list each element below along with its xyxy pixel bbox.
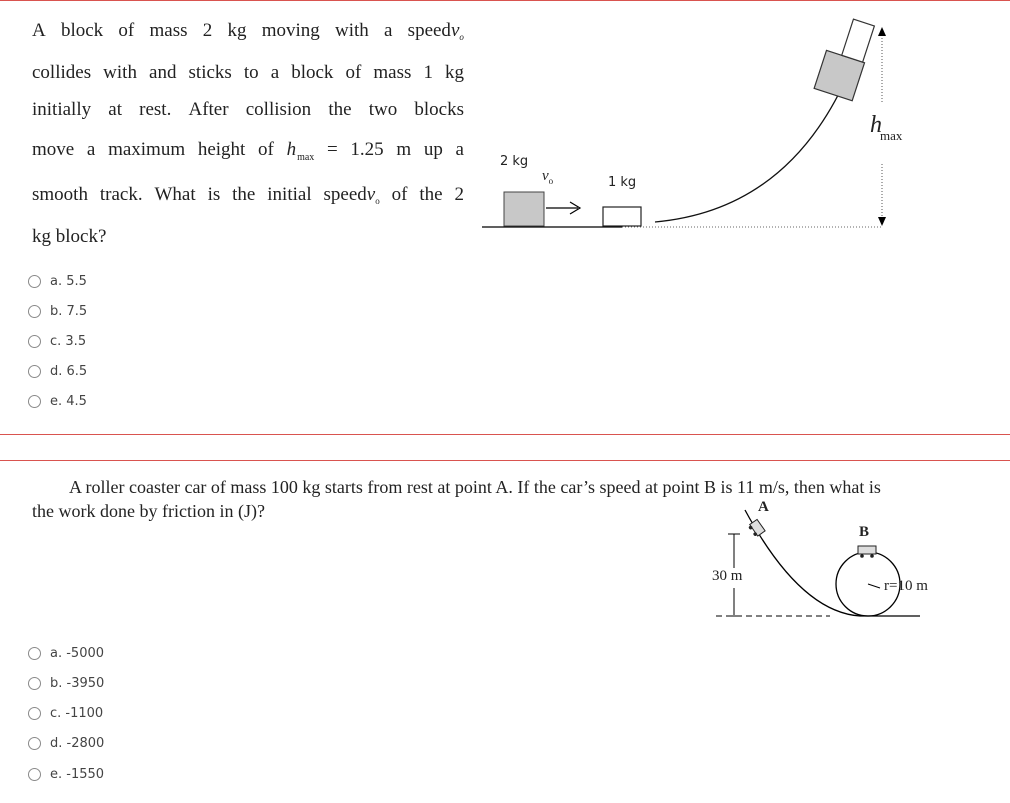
q2-label-a: A <box>758 499 769 515</box>
q1-word: kg <box>227 20 247 41</box>
q1-word: the <box>328 99 352 120</box>
q1-hmax-symbol: $h_{max}$ <box>286 139 315 163</box>
q2-car-b <box>858 546 876 558</box>
q1-option-a[interactable] <box>28 274 87 289</box>
q1-word: collides <box>32 62 92 83</box>
q1-word: kg <box>445 62 464 83</box>
q1-block-top-1kg <box>842 19 875 62</box>
q2-option-b[interactable] <box>28 676 104 691</box>
q1-hmax-arrow-down <box>878 217 886 226</box>
q2-roller-coaster-diagram <box>700 500 960 625</box>
q1-word: a <box>270 62 280 83</box>
q1-line-3 <box>32 99 464 121</box>
q2-radius-line <box>868 584 880 588</box>
q1-word: m <box>396 139 412 160</box>
q1-word: is <box>207 184 221 205</box>
q1-word: of <box>391 184 408 205</box>
option-label: e. -1550 <box>50 767 105 782</box>
q2-option-e[interactable] <box>28 767 104 782</box>
q1-word: with <box>334 20 369 41</box>
q1-word: mass <box>373 62 412 83</box>
q1-word: of <box>258 139 274 160</box>
q1-word: initial <box>267 184 312 205</box>
q2-option-d[interactable] <box>28 736 104 751</box>
q1-label-velocity: $v_o$ <box>542 168 554 186</box>
q1-word: = <box>326 139 338 160</box>
q1-word: of <box>345 62 362 83</box>
option-label: d. -2800 <box>50 736 105 751</box>
radio-button[interactable] <box>28 305 41 318</box>
q1-word: to <box>243 62 259 83</box>
q1-word: After <box>188 99 229 120</box>
q2-option-c[interactable] <box>28 706 103 721</box>
q1-word: with <box>103 62 137 83</box>
q1-word: a <box>455 139 464 160</box>
q1-blocks-top <box>814 14 876 101</box>
q1-word: 1 <box>423 62 433 83</box>
q1-line-6: kg block? <box>32 226 107 247</box>
top-divider <box>0 0 1010 1</box>
option-label: c. 3.5 <box>50 334 87 349</box>
radio-button[interactable] <box>28 768 41 781</box>
option-label: e. 4.5 <box>50 394 87 409</box>
q2-option-a[interactable] <box>28 646 104 661</box>
option-label: b. 7.5 <box>50 304 88 319</box>
q1-label-hmax: $h_{max}$ <box>870 112 903 143</box>
q1-option-b[interactable] <box>28 304 87 319</box>
q1-word: block <box>60 20 104 41</box>
q2-label-radius: r=10 m <box>884 578 928 594</box>
q1-curved-track <box>655 70 850 222</box>
q2-label-b: B <box>859 524 870 540</box>
q1-word: a <box>86 139 96 160</box>
q1-word: 2 <box>202 20 213 41</box>
q1-word: at <box>108 99 122 120</box>
radio-button[interactable] <box>28 335 41 348</box>
q1-word: up <box>423 139 443 160</box>
q1-word: collision <box>245 99 312 120</box>
q1-word: move <box>32 139 75 160</box>
q2-label-height: 30 m <box>712 568 743 584</box>
q1-word: 2 <box>454 184 464 205</box>
q1-word: block <box>291 62 334 83</box>
q1-option-d[interactable] <box>28 364 87 379</box>
q1-word: two <box>368 99 398 120</box>
q1-word: What <box>154 184 196 205</box>
q1-speed-symbol: speedv$_o$ <box>407 20 464 42</box>
radio-button[interactable] <box>28 677 41 690</box>
q1-label-1kg: 1 kg <box>608 175 637 190</box>
q1-word: initially <box>32 99 92 120</box>
q1-word: mass <box>149 20 188 41</box>
radio-button[interactable] <box>28 365 41 378</box>
q1-word: the <box>419 184 443 205</box>
q1-option-c[interactable] <box>28 334 86 349</box>
q1-word: moving <box>261 20 320 41</box>
q1-collision-diagram <box>470 10 910 240</box>
q1-word: of <box>118 20 135 41</box>
q1-word: a <box>384 20 393 41</box>
option-label: a. -5000 <box>50 646 105 661</box>
q1-word: rest. <box>139 99 172 120</box>
radio-button[interactable] <box>28 647 41 660</box>
q1-word: height <box>197 139 246 160</box>
option-label: c. -1100 <box>50 706 104 721</box>
option-label: d. 6.5 <box>50 364 88 379</box>
q1-word: sticks <box>188 62 232 83</box>
q1-word: the <box>232 184 256 205</box>
q1-line-1 <box>32 20 464 42</box>
q1-block-1kg <box>603 207 641 226</box>
q1-line-5 <box>32 184 464 206</box>
radio-button[interactable] <box>28 395 41 408</box>
radio-button[interactable] <box>28 737 41 750</box>
q2-car-a <box>747 519 765 537</box>
q1-word: and <box>149 62 177 83</box>
q1-option-e[interactable] <box>28 394 87 409</box>
q1-word: smooth <box>32 184 88 205</box>
q1-line-2 <box>32 62 464 84</box>
q1-word: A <box>32 20 46 41</box>
q1-block-2kg <box>504 192 544 226</box>
q1-word: track. <box>99 184 143 205</box>
question-divider-bottom <box>0 460 1010 461</box>
q2-question-text: A roller coaster car of mass 100 kg starts from rest at point A. If the car’s speed at point B is 11 m/s, then what is the work done by friction in (J)? <box>32 477 881 521</box>
option-label: a. 5.5 <box>50 274 87 289</box>
q1-word: 1.25 <box>350 139 384 160</box>
question-divider-top <box>0 434 1010 435</box>
radio-button[interactable] <box>28 707 41 720</box>
q1-word: blocks <box>414 99 464 120</box>
q1-word: maximum <box>108 139 186 160</box>
q1-hmax-arrow-up <box>878 27 886 36</box>
q1-speed-symbol-2: speedv$_o$ <box>323 184 380 206</box>
q2-track <box>745 510 920 616</box>
radio-button[interactable] <box>28 275 41 288</box>
q1-label-2kg: 2 kg <box>500 154 529 169</box>
option-label: b. -3950 <box>50 676 105 691</box>
q1-line-4 <box>32 139 464 161</box>
